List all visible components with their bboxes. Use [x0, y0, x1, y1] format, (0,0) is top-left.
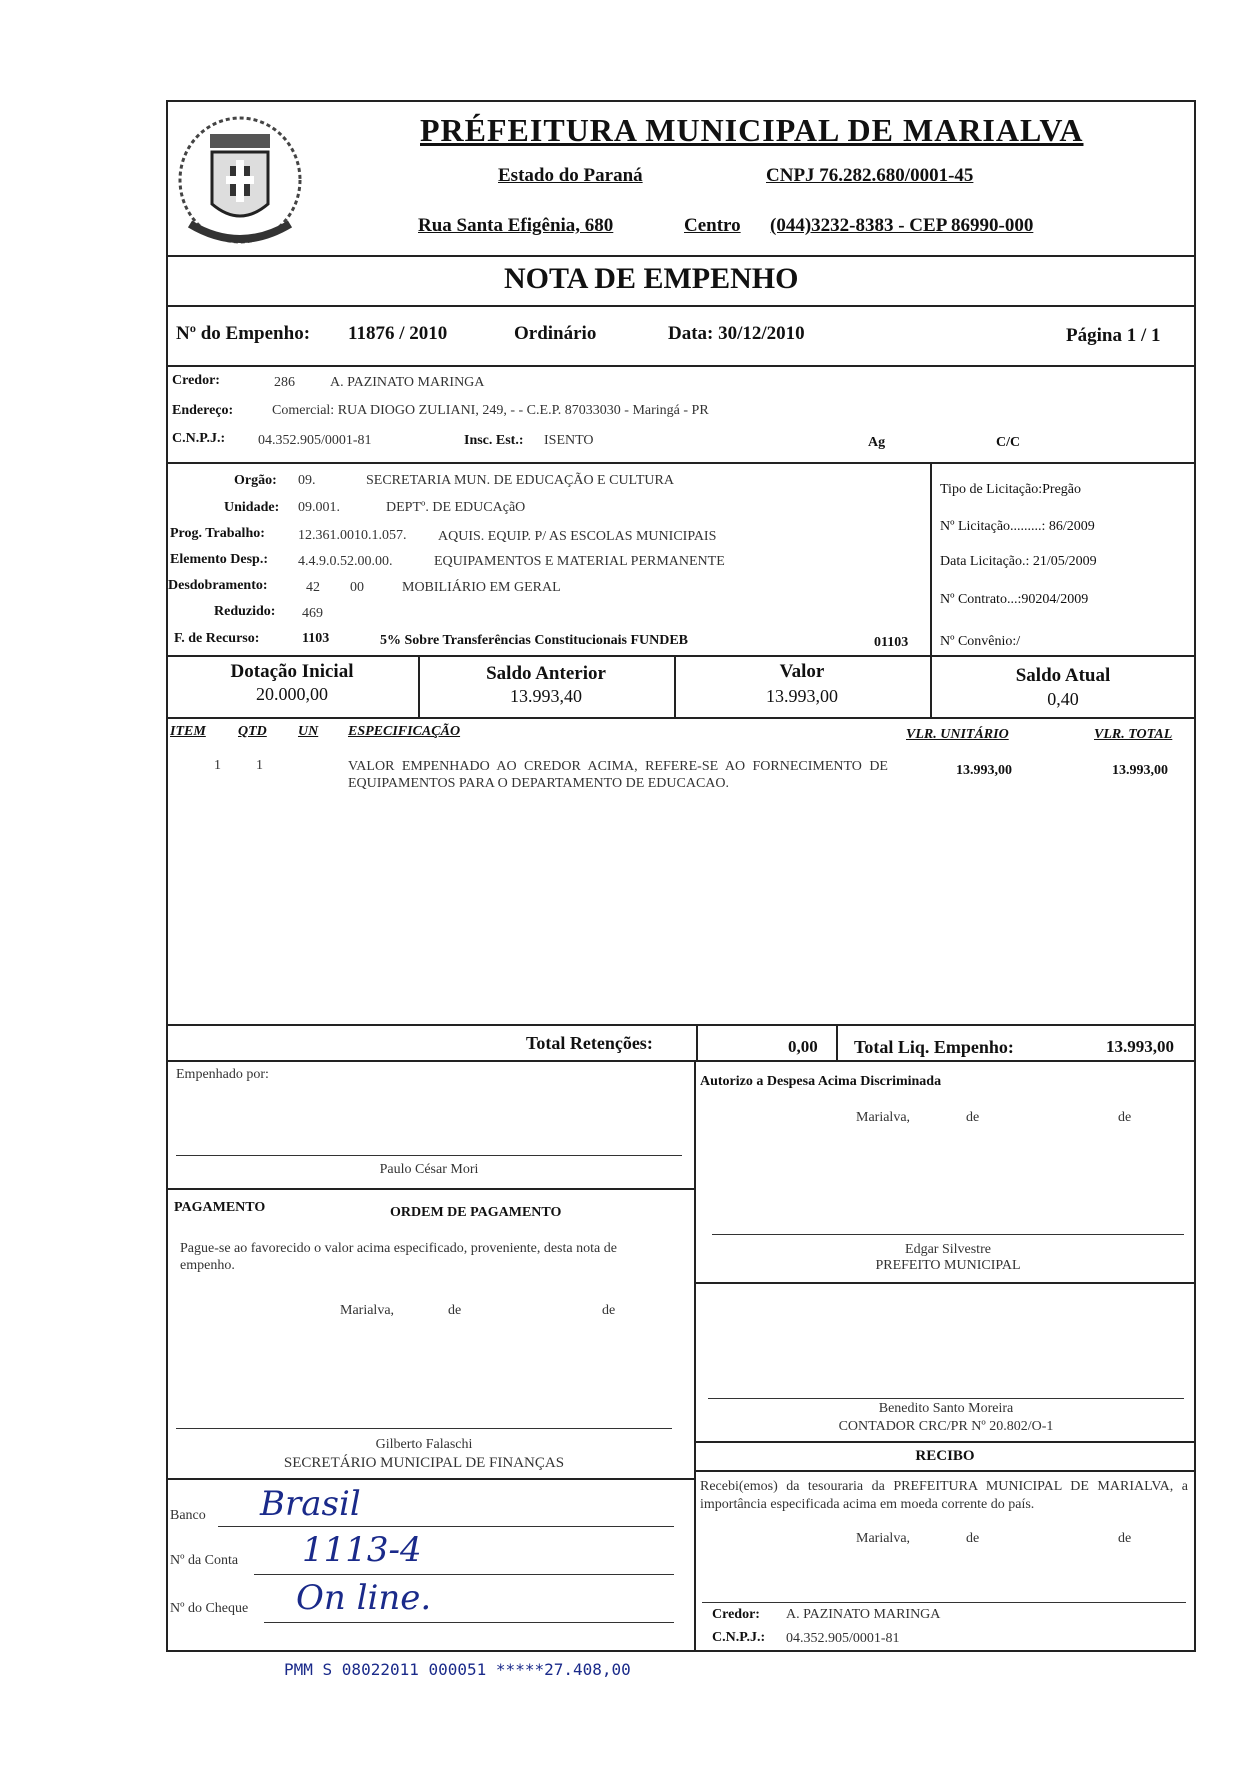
col-spec: ESPECIFICAÇÃO — [348, 724, 461, 739]
col-unit-value: VLR. UNITÁRIO — [906, 727, 1009, 742]
credor-code: 286 — [274, 375, 295, 390]
autorizo-de1: de — [966, 1110, 980, 1125]
item-unit-value: 13.993,00 — [956, 763, 1012, 778]
unidade-name: DEPTº. DE EDUCAçãO — [386, 500, 526, 515]
insc-value: ISENTO — [544, 433, 594, 448]
empenho-date: Data: 30/12/2010 — [668, 323, 805, 344]
empenho-label: Nº do Empenho: — [176, 323, 311, 344]
prog-code: 12.361.0010.1.057. — [298, 528, 407, 543]
autorizo-place: Marialva, — [856, 1110, 911, 1125]
elemento-name: EQUIPAMENTOS E MATERIAL PERMANENTE — [434, 554, 725, 569]
prog-name: AQUIS. EQUIP. P/ AS ESCOLAS MUNICIPAIS — [438, 529, 717, 544]
numero-convenio: Nº Convênio:/ — [940, 634, 1021, 649]
empenhado-name: Paulo César Mori — [379, 1162, 479, 1177]
recibo-label: RECIBO — [915, 1448, 975, 1464]
empenhado-label: Empenhado por: — [176, 1067, 269, 1082]
total-liq-value: 13.993,00 — [1106, 1037, 1174, 1056]
data-licitacao: Data Licitação.: 21/05/2009 — [940, 554, 1097, 569]
desdobramento-name: MOBILIÁRIO EM GERAL — [402, 580, 561, 595]
item-qtd: 1 — [256, 758, 263, 773]
saldo-anterior-label: Saldo Anterior — [486, 663, 606, 684]
elemento-code: 4.4.9.0.52.00.00. — [298, 554, 393, 569]
total-retencoes-label: Total Retenções: — [526, 1033, 653, 1053]
recibo-de2: de — [1118, 1531, 1132, 1546]
endereco-label: Endereço: — [172, 403, 234, 418]
pagamento-label: PAGAMENTO — [174, 1200, 266, 1215]
ordem-pagamento-label: ORDEM DE PAGAMENTO — [390, 1205, 562, 1220]
cnpj-credor-label: C.N.P.J.: — [172, 431, 226, 446]
unidade-code: 09.001. — [298, 500, 340, 515]
recibo-credor-label: Credor: — [712, 1607, 760, 1622]
street-label: Rua Santa Efigênia, 680 — [418, 215, 614, 236]
col-qtd: QTD — [238, 724, 267, 739]
autorizo-label: Autorizo a Despesa Acima Discriminada — [700, 1074, 942, 1089]
total-liq-label: Total Liq. Empenho: — [854, 1037, 1014, 1057]
pagamento-de1: de — [448, 1303, 462, 1318]
contador-name: Benedito Santo Moreira — [878, 1401, 1014, 1416]
state-label: Estado do Paraná — [498, 165, 643, 186]
col-item: ITEM — [170, 724, 206, 739]
dotacao-inicial-value: 20.000,00 — [256, 684, 328, 704]
desdobramento-label: Desdobramento: — [168, 578, 268, 593]
orgao-code: 09. — [298, 473, 316, 488]
recurso-code: 1103 — [302, 631, 330, 646]
saldo-atual-label: Saldo Atual — [1015, 665, 1111, 686]
phone-cep-label: (044)3232-8383 - CEP 86990-000 — [770, 215, 1034, 236]
conta-label: Nº da Conta — [170, 1553, 239, 1568]
saldo-atual-value: 0,40 — [1047, 689, 1079, 709]
contador-role: CONTADOR CRC/PR Nº 20.802/O-1 — [838, 1419, 1054, 1434]
banco-label: Banco — [170, 1508, 206, 1523]
pagamento-de2: de — [602, 1303, 616, 1318]
recibo-text: Recebi(emos) da tesouraria da PREFEITURA MUNICIPAL DE MARIALVA, a importância especificada acima em moeda corrente do país. — [700, 1479, 1188, 1512]
desdobramento-code1: 42 — [306, 580, 320, 595]
numero-contrato: Nº Contrato...:90204/2009 — [940, 592, 1089, 607]
pagamento-place: Marialva, — [340, 1303, 395, 1318]
banco-handwritten: Brasil — [260, 1484, 361, 1524]
recibo-cnpj-label: C.N.P.J.: — [712, 1630, 766, 1645]
recibo-de1: de — [966, 1531, 980, 1546]
recibo-credor-value: A. PAZINATO MARINGA — [786, 1607, 941, 1622]
orgao-name: SECRETARIA MUN. DE EDUCAÇÃO E CULTURA — [366, 473, 674, 488]
item-number: 1 — [214, 758, 221, 773]
secretario-name: Gilberto Falaschi — [375, 1437, 473, 1452]
recurso-ref: 01103 — [874, 635, 909, 650]
bank-print-stamp: PMM S 08022011 000051 *****27.408,00 — [284, 1660, 631, 1679]
valor-label: Valor — [779, 661, 825, 682]
valor-value: 13.993,00 — [766, 686, 838, 706]
cheque-label: Nº do Cheque — [170, 1601, 249, 1616]
saldo-anterior-value: 13.993,40 — [510, 686, 582, 706]
empenho-number: 11876 / 2010 — [348, 323, 448, 344]
prefeito-role: PREFEITO MUNICIPAL — [875, 1258, 1021, 1273]
secretario-role: SECRETÁRIO MUNICIPAL DE FINANÇAS — [283, 1455, 565, 1471]
item-total-value: 13.993,00 — [1112, 763, 1168, 778]
prefeito-name: Edgar Silvestre — [905, 1242, 991, 1257]
item-spec: VALOR EMPENHADO AO CREDOR ACIMA, REFERE-SE AO FORNECIMENTO DE EQUIPAMENTOS PARA O DEPARTAMENTO DE EDUCACAO. — [348, 759, 888, 791]
endereco-value: Comercial: RUA DIOGO ZULIANI, 249, - - C.E.P. 87033030 - Maringá - PR — [272, 403, 709, 418]
autorizo-de2: de — [1118, 1110, 1132, 1125]
dotacao-inicial-label: Dotação Inicial — [230, 661, 354, 682]
col-un: UN — [298, 724, 319, 739]
unidade-label: Unidade: — [224, 500, 280, 515]
col-total-value: VLR. TOTAL — [1094, 727, 1173, 742]
cc-label: C/C — [996, 435, 1021, 450]
insc-label: Insc. Est.: — [464, 433, 524, 448]
prog-label: Prog. Trabalho: — [170, 526, 265, 541]
tipo-licitacao: Tipo de Licitação:Pregão — [940, 482, 1082, 497]
empenho-type: Ordinário — [514, 323, 597, 344]
municipal-crest-logo — [170, 104, 310, 256]
document-title: NOTA DE EMPENHO — [504, 262, 799, 295]
page-number: Página 1 / 1 — [1066, 325, 1161, 346]
recibo-cnpj-value: 04.352.905/0001-81 — [786, 1631, 900, 1646]
numero-licitacao: Nº Licitação.........: 86/2009 — [940, 519, 1095, 534]
orgao-label: Orgão: — [234, 473, 277, 488]
desdobramento-code2: 00 — [350, 580, 364, 595]
total-retencoes-value: 0,00 — [788, 1037, 818, 1056]
credor-label: Credor: — [172, 373, 220, 388]
recibo-place: Marialva, — [856, 1531, 911, 1546]
cnpj-label: CNPJ 76.282.680/0001-45 — [766, 165, 974, 186]
pagamento-text: Pague-se ao favorecido o valor acima especificado, proveniente, desta nota de empenho. — [180, 1241, 617, 1273]
reduzido-label: Reduzido: — [214, 604, 276, 619]
recurso-label: F. de Recurso: — [174, 631, 260, 646]
page-title: PRÉFEITURA MUNICIPAL DE MARIALVA — [420, 112, 1084, 148]
recurso-name: 5% Sobre Transferências Constitucionais FUNDEB — [380, 633, 689, 648]
cnpj-credor-value: 04.352.905/0001-81 — [258, 433, 372, 448]
conta-handwritten: 1113-4 — [302, 1530, 422, 1570]
elemento-label: Elemento Desp.: — [170, 552, 268, 567]
credor-name: A. PAZINATO MARINGA — [330, 375, 485, 390]
district-label: Centro — [684, 215, 741, 236]
reduzido-value: 469 — [302, 606, 323, 621]
cheque-handwritten: On line. — [296, 1578, 432, 1618]
ag-label: Ag — [868, 435, 886, 450]
